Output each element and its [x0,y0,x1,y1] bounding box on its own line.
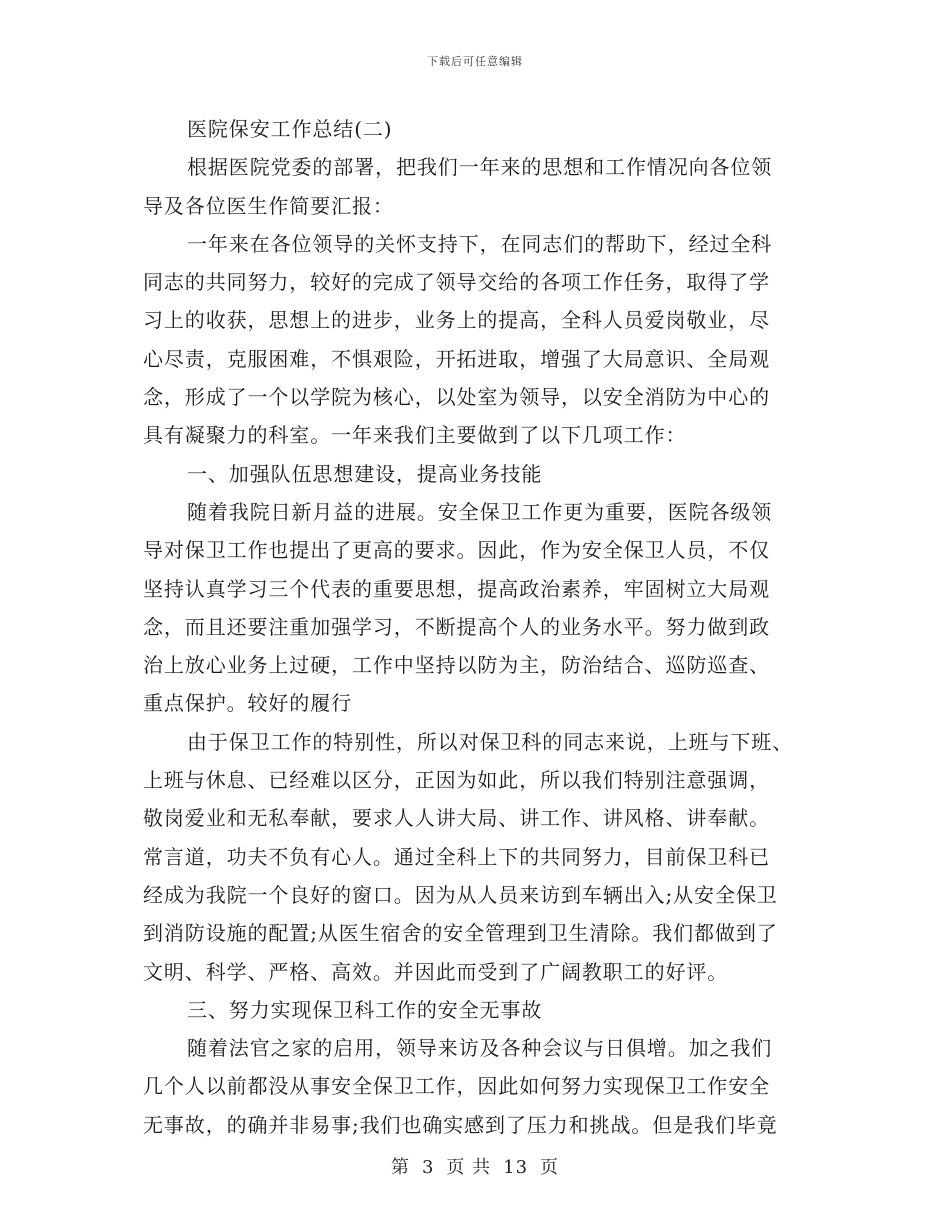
text-line: 重点保护。较好的履行 [143,691,352,716]
page-header: 下载后可任意编辑 [427,55,523,68]
text-line: 习上的收获，思想上的进步，业务上的提高，全科人员爱岗敬业，尽 [143,308,770,333]
text-line: 坚持认真学习三个代表的重要思想，提高政治素养，牢固树立大局观 [143,576,770,601]
text-line: 常言道，功夫不负有心人。通过全科上下的共同努力，目前保卫科已 [143,844,770,869]
text-line: 同志的共同努力，较好的完成了领导交给的各项工作任务，取得了学 [143,270,770,295]
text-line: 治上放心业务上过硬，工作中坚持以防为主，防治结合、巡防巡查、 [143,653,770,678]
text-line: 具有凝聚力的科室。一年来我们主要做到了以下几项工作： [143,423,687,448]
text-line: 一年来在各位领导的关怀支持下，在同志们的帮助下，经过全科 [187,231,773,256]
text-line: 医院保安工作总结(二) [187,117,393,141]
footer-current-page: 3 [421,1157,435,1178]
text-line: 文明、科学、严格、高效。并因此而受到了广阔教职工的好评。 [143,959,729,984]
text-line: 无事故，的确并非易事;我们也确实感到了压力和挑战。但是我们毕竟 [143,1112,778,1137]
text-line: 由于保卫工作的特别性，所以对保卫科的同志来说，上班与下班、 [187,729,794,754]
footer-suffix: 页 [540,1157,560,1178]
footer-middle: 页 共 [446,1157,492,1178]
text-line: 导对保卫工作也提出了更高的要求。因此，作为安全保卫人员，不仅 [143,538,770,563]
text-line: 三、努力实现保卫科工作的安全无事故 [187,997,543,1022]
text-line: 一、加强队伍思想建设，提高业务技能 [187,461,543,486]
text-line: 念，而且还要注重加强学习，不断提高个人的业务水平。努力做到政 [143,614,770,639]
text-line: 到消防设施的配置;从医生宿舍的安全管理到卫生清除。我们都做到了 [143,921,778,946]
text-line: 几个人以前都没从事安全保卫工作，因此如何努力实现保卫工作安全 [143,1074,770,1099]
document-body [143,110,811,1144]
text-line: 随着我院日新月益的进展。安全保卫工作更为重要，医院各级领 [187,499,773,524]
text-line: 心尽责，克服困难，不惧艰险，开拓进取，增强了大局意识、全局观 [143,346,770,371]
text-line: 根据医院党委的部署，把我们一年来的思想和工作情况向各位领 [187,155,773,180]
text-line: 敬岗爱业和无私奉献，要求人人讲大局、讲工作、讲风格、讲奉献。 [143,806,770,831]
page-footer [0,1153,950,1179]
text-line: 念，形成了一个以学院为核心，以处室为领导，以安全消防为中心的 [143,385,770,410]
footer-total-pages: 13 [503,1157,529,1178]
text-line: 经成为我院一个良好的窗口。因为从人员来访到车辆出入;从安全保卫 [143,882,778,907]
footer-prefix: 第 [390,1157,410,1178]
text-line: 上班与休息、已经难以区分，正因为如此，所以我们特别注意强调， [143,768,770,793]
text-line: 导及各位医生作简要汇报： [143,193,394,218]
text-line: 随着法官之家的启用，领导来访及各种会议与日俱增。加之我们 [187,1036,773,1061]
